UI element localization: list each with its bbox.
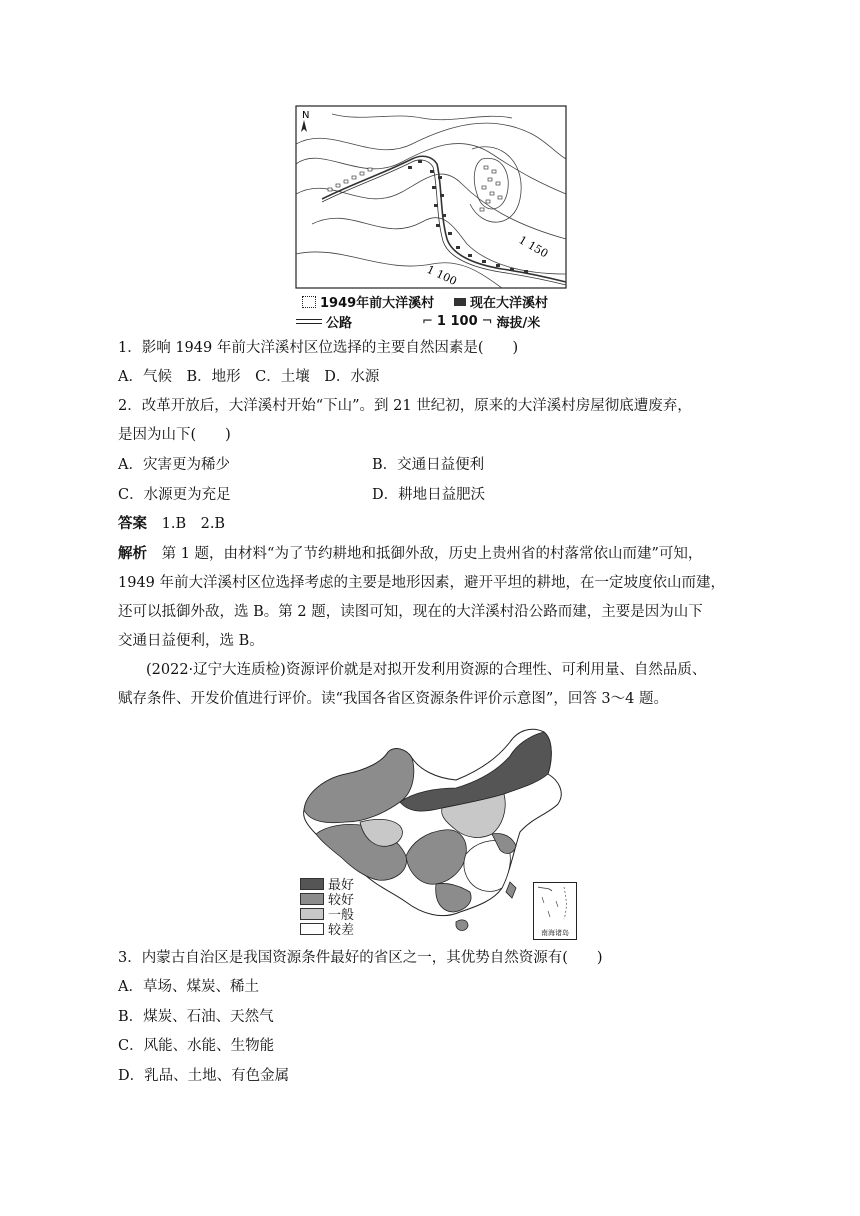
legend-swatch-average xyxy=(300,908,324,920)
q3-option-c: C．风能、水能、生物能 xyxy=(118,1038,275,1054)
legend-swatch-best xyxy=(300,878,324,890)
analysis-label: 解析 xyxy=(118,546,147,562)
q2-option-a: A．灾害更为稀少 xyxy=(118,457,230,473)
q2-option-d: D．耕地日益肥沃 xyxy=(372,487,486,503)
inset-map xyxy=(534,883,576,927)
q2-stem-line1: 2．改革开放后，大洋溪村开始“下山”。到 21 世纪初，原来的大洋溪村房屋彻底遭废弃， xyxy=(118,398,692,414)
analysis-line4: 交通日益便利，选 B。 xyxy=(118,633,264,649)
legend-elevation: 海拔/米 xyxy=(496,316,541,331)
q1-options: A．气候 B．地形 C．土壤 D．水源 xyxy=(118,369,380,385)
analysis-text-1: 第 1 题，由材料“为了节约耕地和抵御外敌，历史上贵州省的村落常依山而建”可知， xyxy=(161,546,703,562)
q3-stem: 3．内蒙古自治区是我国资源条件最好的省区之一，其优势自然资源有( ) xyxy=(118,950,603,966)
contour-label-1150: 1 150 xyxy=(516,233,551,261)
north-arrow-label: N xyxy=(302,110,310,121)
legend-swatch-good xyxy=(300,893,324,905)
legend-old-village: 1949年前大洋溪村 xyxy=(320,296,435,311)
analysis-line3: 还可以抵御外敌，选 B。第 2 题，读图可知，现在的大洋溪村沿公路而建，主要是因为山下 xyxy=(118,604,703,620)
q3-option-a: A．草场、煤炭、稀土 xyxy=(118,979,259,995)
analysis-line1 xyxy=(118,544,702,564)
new-village-icon xyxy=(454,298,466,306)
contour-line-icon-end: ¬ xyxy=(481,314,493,329)
legend-contour-value: 1 100 xyxy=(436,314,478,329)
q3-option-d: D．乳品、土地、有色金属 xyxy=(118,1068,290,1084)
answer-text: 1.B 2.B xyxy=(161,516,226,532)
q2-option-b: B．交通日益便利 xyxy=(372,457,485,473)
q1-stem: 1．影响 1949 年前大洋溪村区位选择的主要自然因素是( ) xyxy=(118,340,519,356)
legend-swatch-poor xyxy=(300,923,324,935)
legend-road: 公路 xyxy=(326,316,353,331)
contour-map-figure xyxy=(292,104,568,290)
legend-best: 最好 xyxy=(328,878,355,893)
legend-good: 较好 xyxy=(328,893,355,908)
road-icon xyxy=(296,319,322,324)
old-village-icon xyxy=(302,296,316,308)
analysis-line2: 1949 年前大洋溪村区位选择考虑的主要是地形因素，避开平坦的耕地，在一定坡度依山而建， xyxy=(118,575,726,591)
resource-map-legend xyxy=(300,874,380,938)
answer-line xyxy=(118,514,225,534)
legend-poor: 较差 xyxy=(328,923,355,938)
legend-new-village: 现在大洋溪村 xyxy=(470,296,549,311)
answer-label: 答案 xyxy=(118,516,147,532)
q2-stem-line2: 是因为山下( ) xyxy=(118,427,231,443)
intro-line1: (2022·辽宁大连质检)资源评价就是对拟开发利用资源的合理性、可利用量、自然品质、 xyxy=(146,662,707,678)
q3-option-b: B．煤炭、石油、天然气 xyxy=(118,1009,274,1025)
contour-map-legend xyxy=(300,292,570,332)
intro-line2: 赋存条件、开发价值进行评价。读“我国各省区资源条件评价示意图”，回答 3～4 题。 xyxy=(118,691,668,707)
contour-line-icon: ⌐ xyxy=(422,314,433,329)
contour-label-1100: 1 100 xyxy=(424,262,459,289)
inset-label: 南海诸岛 xyxy=(541,929,569,937)
legend-average: 一般 xyxy=(328,908,355,923)
south-china-sea-inset xyxy=(533,882,577,940)
q2-option-c: C．水源更为充足 xyxy=(118,487,231,503)
